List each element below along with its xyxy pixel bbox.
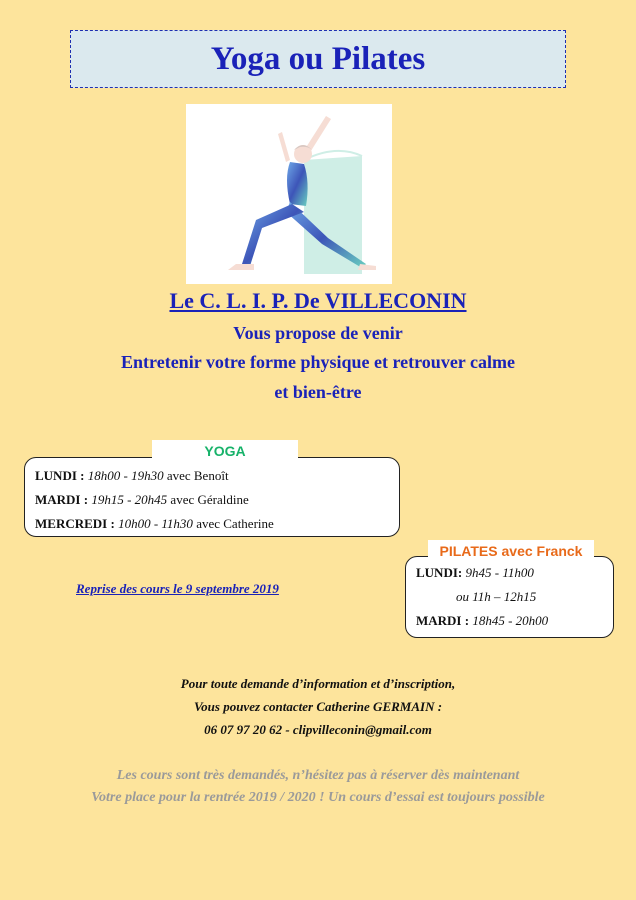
time-range: 18h45 - 20h00 (472, 613, 549, 628)
pilates-label: PILATES avec Franck (428, 540, 594, 562)
resumption-date: Reprise des cours le 9 septembre 2019 (76, 581, 279, 596)
day-label: LUNDI : (35, 468, 85, 483)
intro-line: Vous propose de venir (233, 323, 403, 343)
yoga-pose-icon (186, 104, 392, 284)
yoga-schedule-box (24, 457, 400, 537)
day-label: MARDI : (416, 613, 470, 628)
time-range: 19h15 - 20h45 (91, 492, 168, 507)
yoga-schedule-row (35, 464, 389, 488)
day-label: MERCREDI : (35, 516, 115, 531)
title-banner (70, 30, 566, 88)
contact-info: 06 07 97 20 62 - clipvilleconin@gmail.com (204, 722, 432, 737)
pilates-schedule-row (416, 609, 603, 633)
time-range: 9h45 - 11h00 (465, 565, 534, 580)
teacher-name: avec Benoît (166, 468, 229, 483)
time-range: 18h00 - 19h30 (87, 468, 164, 483)
note-line: Les cours sont très demandés, n’hésitez pas à réserver dès maintenant (116, 768, 520, 783)
teacher-name: avec Catherine (196, 516, 274, 531)
yoga-pose-illustration (186, 104, 392, 284)
time-range: ou 11h – 12h15 (456, 589, 537, 604)
teacher-name: avec Géraldine (170, 492, 249, 507)
intro-line: et bien-être (274, 382, 362, 402)
page-title: Yoga ou Pilates (210, 40, 426, 77)
intro-line: Entretenir votre forme physique et retrouver calme (121, 352, 515, 372)
yoga-schedule-row (35, 488, 389, 512)
contact-line: Pour toute demande d’information et d’inscription, (180, 676, 456, 691)
time-range: 10h00 - 11h30 (118, 516, 193, 531)
day-label: LUNDI: (416, 565, 463, 580)
organization-name: Le C. L. I. P. De VILLECONIN (169, 288, 467, 313)
note-line: Votre place pour la rentrée 2019 / 2020 ! Un cours d’essai est toujours possible (91, 790, 545, 805)
day-label: MARDI : (35, 492, 89, 507)
contact-line: Vous pouvez contacter Catherine GERMAIN : (193, 699, 443, 714)
pilates-schedule-row (416, 585, 603, 609)
yoga-schedule-row (35, 512, 389, 536)
pilates-schedule-row (416, 561, 603, 585)
pilates-schedule-box (405, 556, 614, 638)
yoga-label: YOGA (152, 440, 298, 462)
